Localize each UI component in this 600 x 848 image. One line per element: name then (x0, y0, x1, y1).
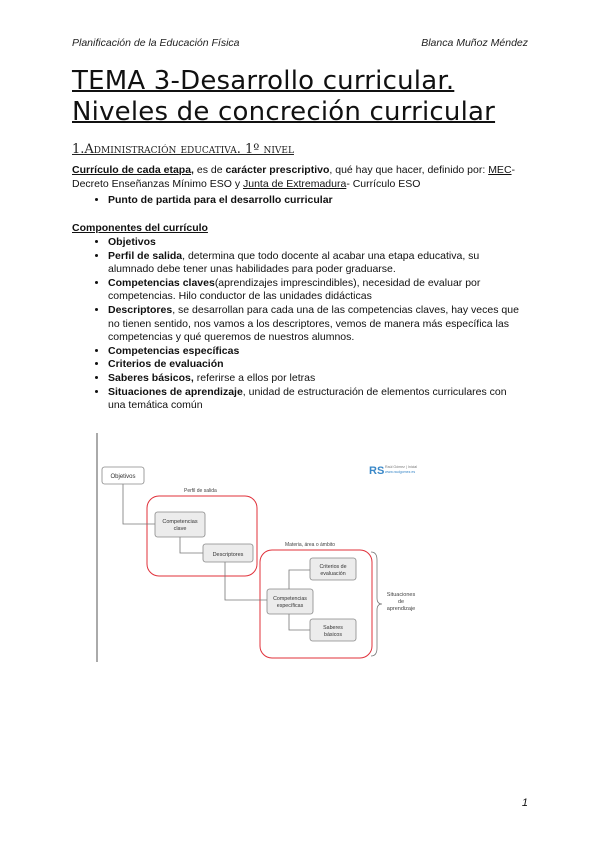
header-subject: Planificación de la Educación Física (72, 37, 240, 49)
page-number: 1 (521, 797, 528, 809)
intro-text-3: - Decreto Enseñanzas Mínimo ESO y (72, 164, 516, 190)
list-item (108, 345, 522, 359)
header-author: Blanca Muñoz Méndez (421, 37, 528, 49)
componentes-heading (72, 222, 522, 236)
componente-term: Competencias claves (108, 276, 215, 289)
componente-term: Criterios de evaluación (108, 358, 224, 371)
saberes-text-1: Saberes (323, 625, 343, 631)
descriptores-text: Descriptores (212, 552, 244, 558)
componente-desc: (aprendizajes imprescindibles), necesidad de evaluar por competencias. Hilo conductor de las unidades didácticas (108, 276, 481, 303)
criterios-text-1: Criterios de (319, 564, 347, 570)
situaciones-brace (371, 552, 382, 656)
punto-list (72, 194, 522, 208)
situaciones-text-2: de (397, 599, 405, 605)
list-item (108, 194, 522, 208)
componentes-heading-text: Componentes del currículo (72, 222, 208, 234)
intro-paragraph (72, 164, 522, 191)
list-item (108, 372, 522, 386)
componente-term: Situaciones de aprendizaje (108, 385, 243, 398)
perfil-label: Perfil de salida (184, 488, 217, 494)
junta-link: Junta de Extremadura (243, 177, 347, 190)
componente-term: Descriptores (108, 303, 173, 316)
componente-term: Competencias específicas (108, 344, 240, 357)
list-item (108, 358, 522, 372)
punto-text: Punto de partida para el desarrollo curricular (108, 194, 333, 206)
logo-line1: Raúl Gómez | Inicial (385, 465, 418, 469)
componentes-list (72, 236, 522, 413)
logo-line2: www.raulgomez.es (385, 470, 416, 474)
componente-term: Objetivos (108, 236, 156, 248)
criterios-text-2: evaluación (320, 571, 346, 577)
comp-clave-text-2: clave (173, 526, 187, 532)
comp-esp-text-1: Competencias (273, 596, 307, 602)
list-item (108, 304, 522, 345)
list-item (108, 277, 522, 304)
intro-bold: carácter prescriptivo (225, 164, 330, 176)
list-item (108, 236, 522, 250)
objetivos-text: Objetivos (110, 474, 136, 480)
saberes-text-2: básicos (324, 632, 342, 638)
intro-text-2: , qué hay que hacer, definido por: (329, 164, 489, 176)
componente-desc: referirse a ellos por letras (193, 371, 316, 384)
curriculum-diagram (95, 430, 440, 665)
situaciones-text-1: Situaciones (386, 592, 416, 598)
intro-text-1: es de (193, 164, 226, 176)
list-item (108, 250, 522, 277)
section-subtitle: 1.Administración educativa. 1º nivel (72, 142, 294, 157)
intro-text-4: - Currículo ESO (346, 177, 421, 190)
componente-term: Perfil de salida (108, 249, 183, 262)
componente-desc: , determina que todo docente al acabar una etapa educativa, su alumnado debe tener unas habilidades para poder graduarse. (108, 249, 480, 276)
comp-clave-text-1: Competencias (162, 519, 198, 525)
situaciones-text-3: aprendizaje (386, 606, 416, 612)
page-title: TEMA 3-Desarrollo curricular. Niveles de concreción curricular (72, 66, 496, 127)
componente-term: Saberes básicos, (108, 371, 194, 384)
componente-desc: , se desarrollan para cada una de las competencias claves, hay veces que no tienen sentido, nos vamos a los descriptores, vemos de manera más específica las competencias y qué queremos de nuestros alumnos. (108, 303, 519, 344)
materia-label: Materia, área o ámbito (285, 542, 336, 548)
componente-desc: , unidad de estructuración de elementos curriculares con una temática común (108, 385, 507, 412)
list-item (108, 386, 522, 413)
mec-link: MEC (488, 164, 512, 176)
logo-mark: RS (369, 465, 385, 477)
comp-esp-text-2: específicas (276, 603, 304, 609)
intro-term: Currículo de cada etapa, (72, 164, 194, 176)
